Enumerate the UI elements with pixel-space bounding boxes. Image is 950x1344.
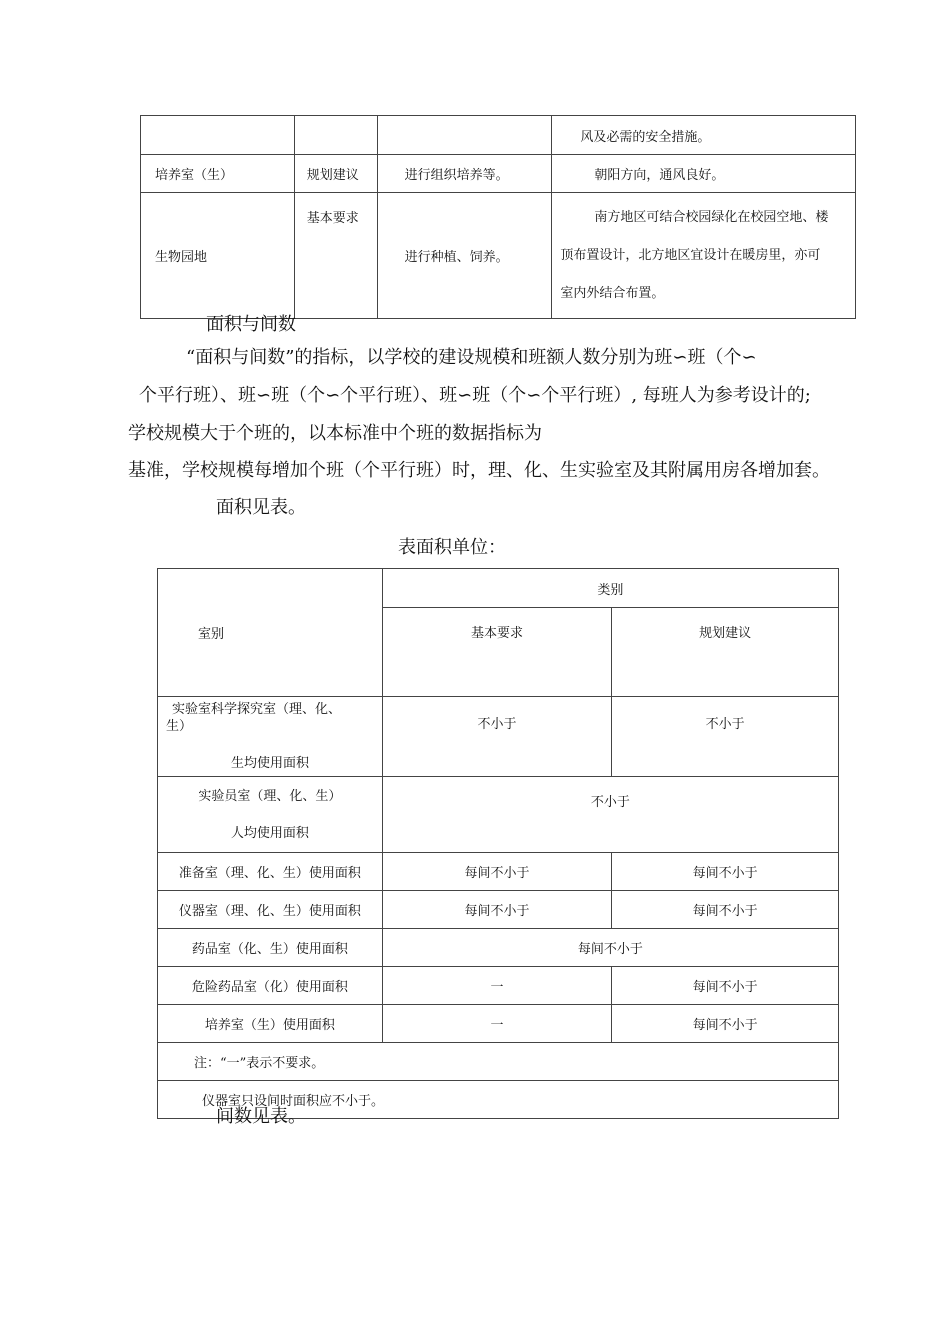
cell-text: 不小于 [590,795,630,810]
table-cell [612,891,839,929]
note-cell [158,1043,839,1081]
table-cell [158,891,383,929]
table-row [158,777,839,853]
table-cell [382,1005,612,1043]
table-cell [141,155,295,193]
header-category: 类别 [597,582,624,598]
top-table [140,115,856,319]
cell-text: 每间不小于 [464,866,530,881]
table-row [158,569,839,608]
table-cell [141,116,295,155]
note-text: 注：“一”表示不要求。 [194,1056,325,1071]
cell-text: 每间不小于 [692,980,758,995]
note-text: 仪器室只设间时面积应不小于。 [202,1094,385,1109]
cell-text: 一 [490,1018,504,1033]
cell-text: 基本要求 [306,211,359,226]
table-cell [552,193,856,319]
table-row [158,1043,839,1081]
table-row [158,891,839,929]
table-cell [377,116,552,155]
table-cell [158,697,383,777]
cell-text: 进行组织培养等。 [404,168,509,183]
table-cell [552,155,856,193]
table-row [158,929,839,967]
cell-line: 实验室科学探究室（理、化、 [172,702,342,717]
table-row [141,155,856,193]
header-plan: 规划建议 [699,626,752,641]
paragraph-line: 个平行班）、班∽班（个∽个平行班）、班∽班（个∽个平行班）, 每班人为参考设计的; [139,385,811,406]
cell-text: 每间不小于 [464,904,530,919]
header-cell [158,569,383,697]
cell-line: 生） [166,719,193,734]
paragraph-line: 学校规模大于个班的，以本标准中个班的数据指标为 [128,423,542,444]
table-cell [612,853,839,891]
cell-text: 朝阳方向，通风良好。 [594,168,725,183]
cell-text: 仪器室（理、化、生）使用面积 [178,904,361,919]
table-cell [552,116,856,155]
table-cell [382,697,612,777]
table-caption: 表面积单位： [398,537,506,558]
table-row [141,193,856,319]
cell-text: 不小于 [477,717,517,732]
table-cell [382,853,612,891]
table-cell [382,967,612,1005]
table-row [158,697,839,777]
cell-line: 顶布置设计，北方地区宜设计在暖房里，亦可 [560,247,821,263]
table-cell [382,929,838,967]
cell-text: 危险药品室（化）使用面积 [191,980,348,995]
table-cell [612,1005,839,1043]
cell-text: 培养室（生） [155,168,234,183]
section-heading: 面积与间数 [206,314,296,335]
table-cell [294,116,377,155]
table-row [158,967,839,1005]
cell-text: 进行种植、饲养。 [404,250,509,265]
paragraph-line: “面积与间数”的指标，以学校的建设规模和班额人数分别为班∽班（个∽ [186,347,757,368]
table-cell [382,891,612,929]
cell-line: 室内外结合布置。 [560,285,665,301]
header-cell [382,608,612,697]
cell-line: 实验员室（理、化、生） [198,788,342,804]
paragraph-line: 基准，学校规模每增加个班（个平行班）时，理、化、生实验室及其附属用房各增加套。 [128,460,830,481]
table-cell [158,967,383,1005]
cell-text: 每间不小于 [577,942,643,957]
header-room: 室别 [198,627,225,642]
table-cell [294,193,377,319]
header-basic: 基本要求 [471,626,524,641]
table-cell [141,193,295,319]
table-cell [294,155,377,193]
cell-text: 每间不小于 [692,866,758,881]
cell-text: 规划建议 [306,168,359,183]
table-cell [612,967,839,1005]
cell-text: 每间不小于 [692,904,758,919]
table-cell [382,777,838,853]
cell-text: 风及必需的安全措施。 [580,129,711,145]
table-cell [158,1005,383,1043]
cell-text: 准备室（理、化、生）使用面积 [178,866,361,881]
cell-line: 生均使用面积 [231,756,310,771]
paragraph: 面积见表。 [216,497,306,518]
table-row [141,116,856,155]
table-cell [158,929,383,967]
cell-text: 药品室（化、生）使用面积 [191,942,348,957]
table-row [158,1005,839,1043]
cell-text: 培养室（生）使用面积 [204,1018,335,1033]
cell-text: 一 [490,980,504,995]
table-row [158,853,839,891]
cell-text: 生物园地 [155,250,208,265]
header-cell [382,569,838,608]
table-cell [158,853,383,891]
cell-line: 人均使用面积 [230,825,309,841]
table-cell [612,697,839,777]
header-cell [612,608,839,697]
area-table [157,568,839,1119]
table-cell [377,193,552,319]
cell-text: 每间不小于 [692,1018,758,1033]
cell-text: 不小于 [705,717,745,732]
cell-line: 南方地区可结合校园绿化在校园空地、楼 [594,209,829,225]
table-cell [158,777,383,853]
footer-text: 间数见表。 [216,1106,306,1127]
table-cell [377,155,552,193]
